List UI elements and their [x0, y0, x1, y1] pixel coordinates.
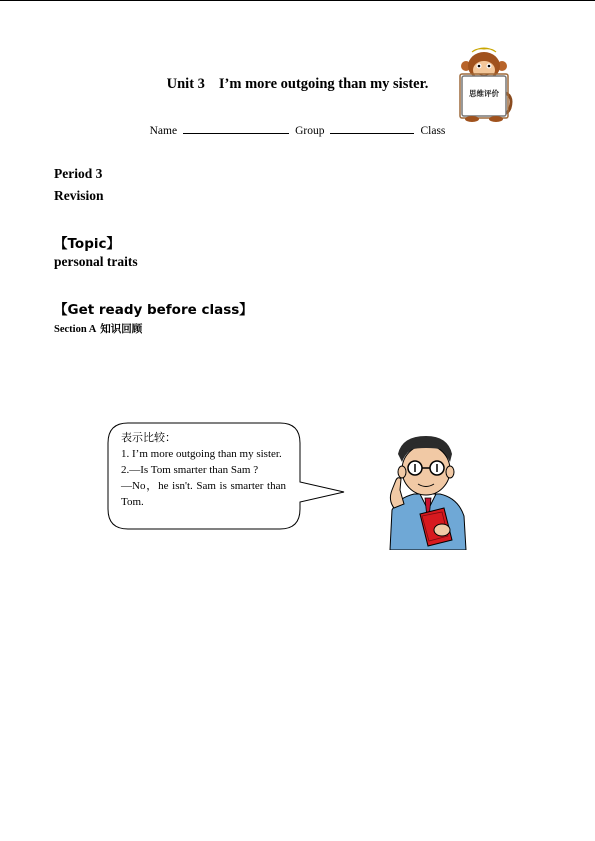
name-label: Name: [149, 125, 178, 137]
name-blank[interactable]: [183, 123, 289, 134]
title-text: I’m more outgoing than my sister.: [218, 76, 429, 92]
revision-heading: Revision: [54, 188, 104, 203]
section-cn-label: 知识回顾: [100, 323, 143, 335]
name-group-class-row: [0, 123, 595, 137]
teacher-reading-icon: [382, 432, 472, 550]
bubble-line-1: 1. I’m more outgoing than my sister.: [121, 448, 282, 460]
group-blank[interactable]: [330, 123, 414, 134]
unit-label: Unit 3: [166, 76, 205, 92]
topic-heading: 【Topic】: [54, 236, 120, 252]
bubble-line-3: —No，he isn't. Sam is smarter than Tom.: [121, 480, 286, 508]
topic-text: personal traits: [54, 254, 138, 269]
bubble-text: [121, 430, 286, 510]
bubble-heading: 表示比较：: [121, 431, 176, 444]
section-a-label: [54, 321, 142, 336]
class-label: Class: [420, 125, 446, 137]
get-ready-heading: 【Get ready before class】: [54, 302, 253, 318]
badge-text: 思维评价: [469, 89, 499, 98]
section-label: Section A: [54, 324, 97, 335]
monkey-badge-icon: [452, 42, 516, 122]
top-rule: [0, 0, 595, 1]
period-heading: Period 3: [54, 166, 103, 181]
group-label: Group: [295, 125, 325, 137]
bubble-line-2: 2.—Is Tom smarter than Sam ?: [121, 464, 259, 476]
